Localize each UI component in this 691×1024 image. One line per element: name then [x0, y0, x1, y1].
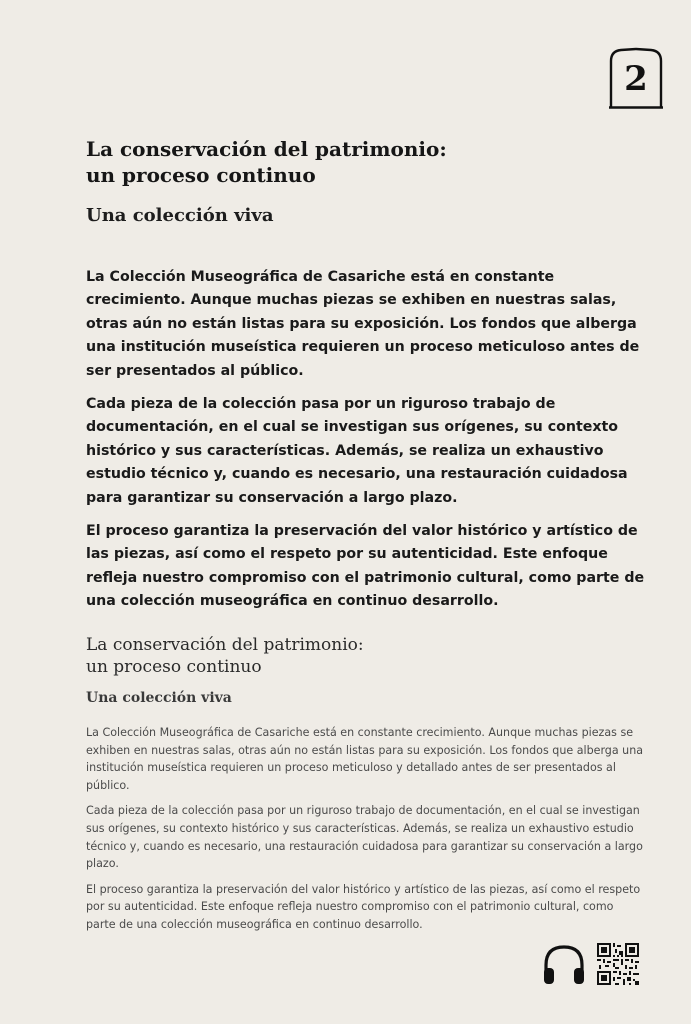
panel-number-badge: [609, 47, 663, 109]
secondary-title-line2: un proceso continuo: [86, 657, 262, 677]
primary-section: [86, 136, 646, 624]
secondary-title-line1: La conservación del patrimonio:: [86, 635, 364, 655]
panel-number: 2: [624, 59, 648, 99]
secondary-paragraph: Cada pieza de la colección pasa por un riguroso trabajo de documentación, en el cual se investigan sus orígenes, su contexto histórico y sus características. Además, se realiza un exhaustivo estudio técnico y, cuando es necesario, una restauración cuidadosa para garantizar su conservación a largo plazo.: [86, 804, 643, 871]
primary-paragraph: El proceso garantiza la preservación del valor histórico y artístico de las piezas, así como el respeto por su autenticidad. Este enfoque refleja nuestro compromiso con el patrimonio cultural, como parte de una colección museográfica en continuo desarrollo.: [86, 523, 645, 610]
secondary-subtitle: Una colección viva: [86, 690, 232, 706]
primary-paragraph: La Colección Museográfica de Casariche está en constante crecimiento. Aunque muchas piezas se exhiben en nuestras salas, otras aún no están listas para su exposición. Los fondos que alberga una institución museística requieren un proceso meticuloso antes de ser presentados al público.: [86, 269, 640, 379]
secondary-paragraph: El proceso garantiza la preservación del valor histórico y artístico de las piezas, así como el respeto por su autenticidad. Este enfoque refleja nuestro compromiso con el patrimonio cultural, como parte de una colección museográfica en continuo desarrollo.: [86, 882, 641, 931]
primary-title-line2: un proceso continuo: [86, 163, 316, 187]
secondary-paragraph: La Colección Museográfica de Casariche está en constante crecimiento. Aunque muchas piezas se exhiben en nuestras salas, otras aún no están listas para su exposición. Los fondos que alberga una institución museística requieren un proceso meticuloso y detallado antes de ser presentados al público.: [86, 726, 644, 792]
secondary-body: [86, 724, 646, 934]
secondary-section: [86, 634, 646, 942]
primary-body: [86, 266, 646, 614]
qr-code-icon[interactable]: [597, 943, 639, 985]
primary-subtitle: Una colección viva: [86, 205, 274, 226]
headphones-icon[interactable]: [541, 943, 587, 987]
primary-title-line1: La conservación del patrimonio:: [86, 137, 447, 161]
secondary-title: [86, 634, 646, 678]
primary-title: [86, 136, 646, 188]
primary-paragraph: Cada pieza de la colección pasa por un riguroso trabajo de documentación, en el cual se investigan sus orígenes, su contexto histórico y sus características. Además, se realiza un exhaustivo estudio técnico y, cuando es necesario, una restauración cuidadosa para garantizar su conservación a largo plazo.: [86, 396, 628, 506]
